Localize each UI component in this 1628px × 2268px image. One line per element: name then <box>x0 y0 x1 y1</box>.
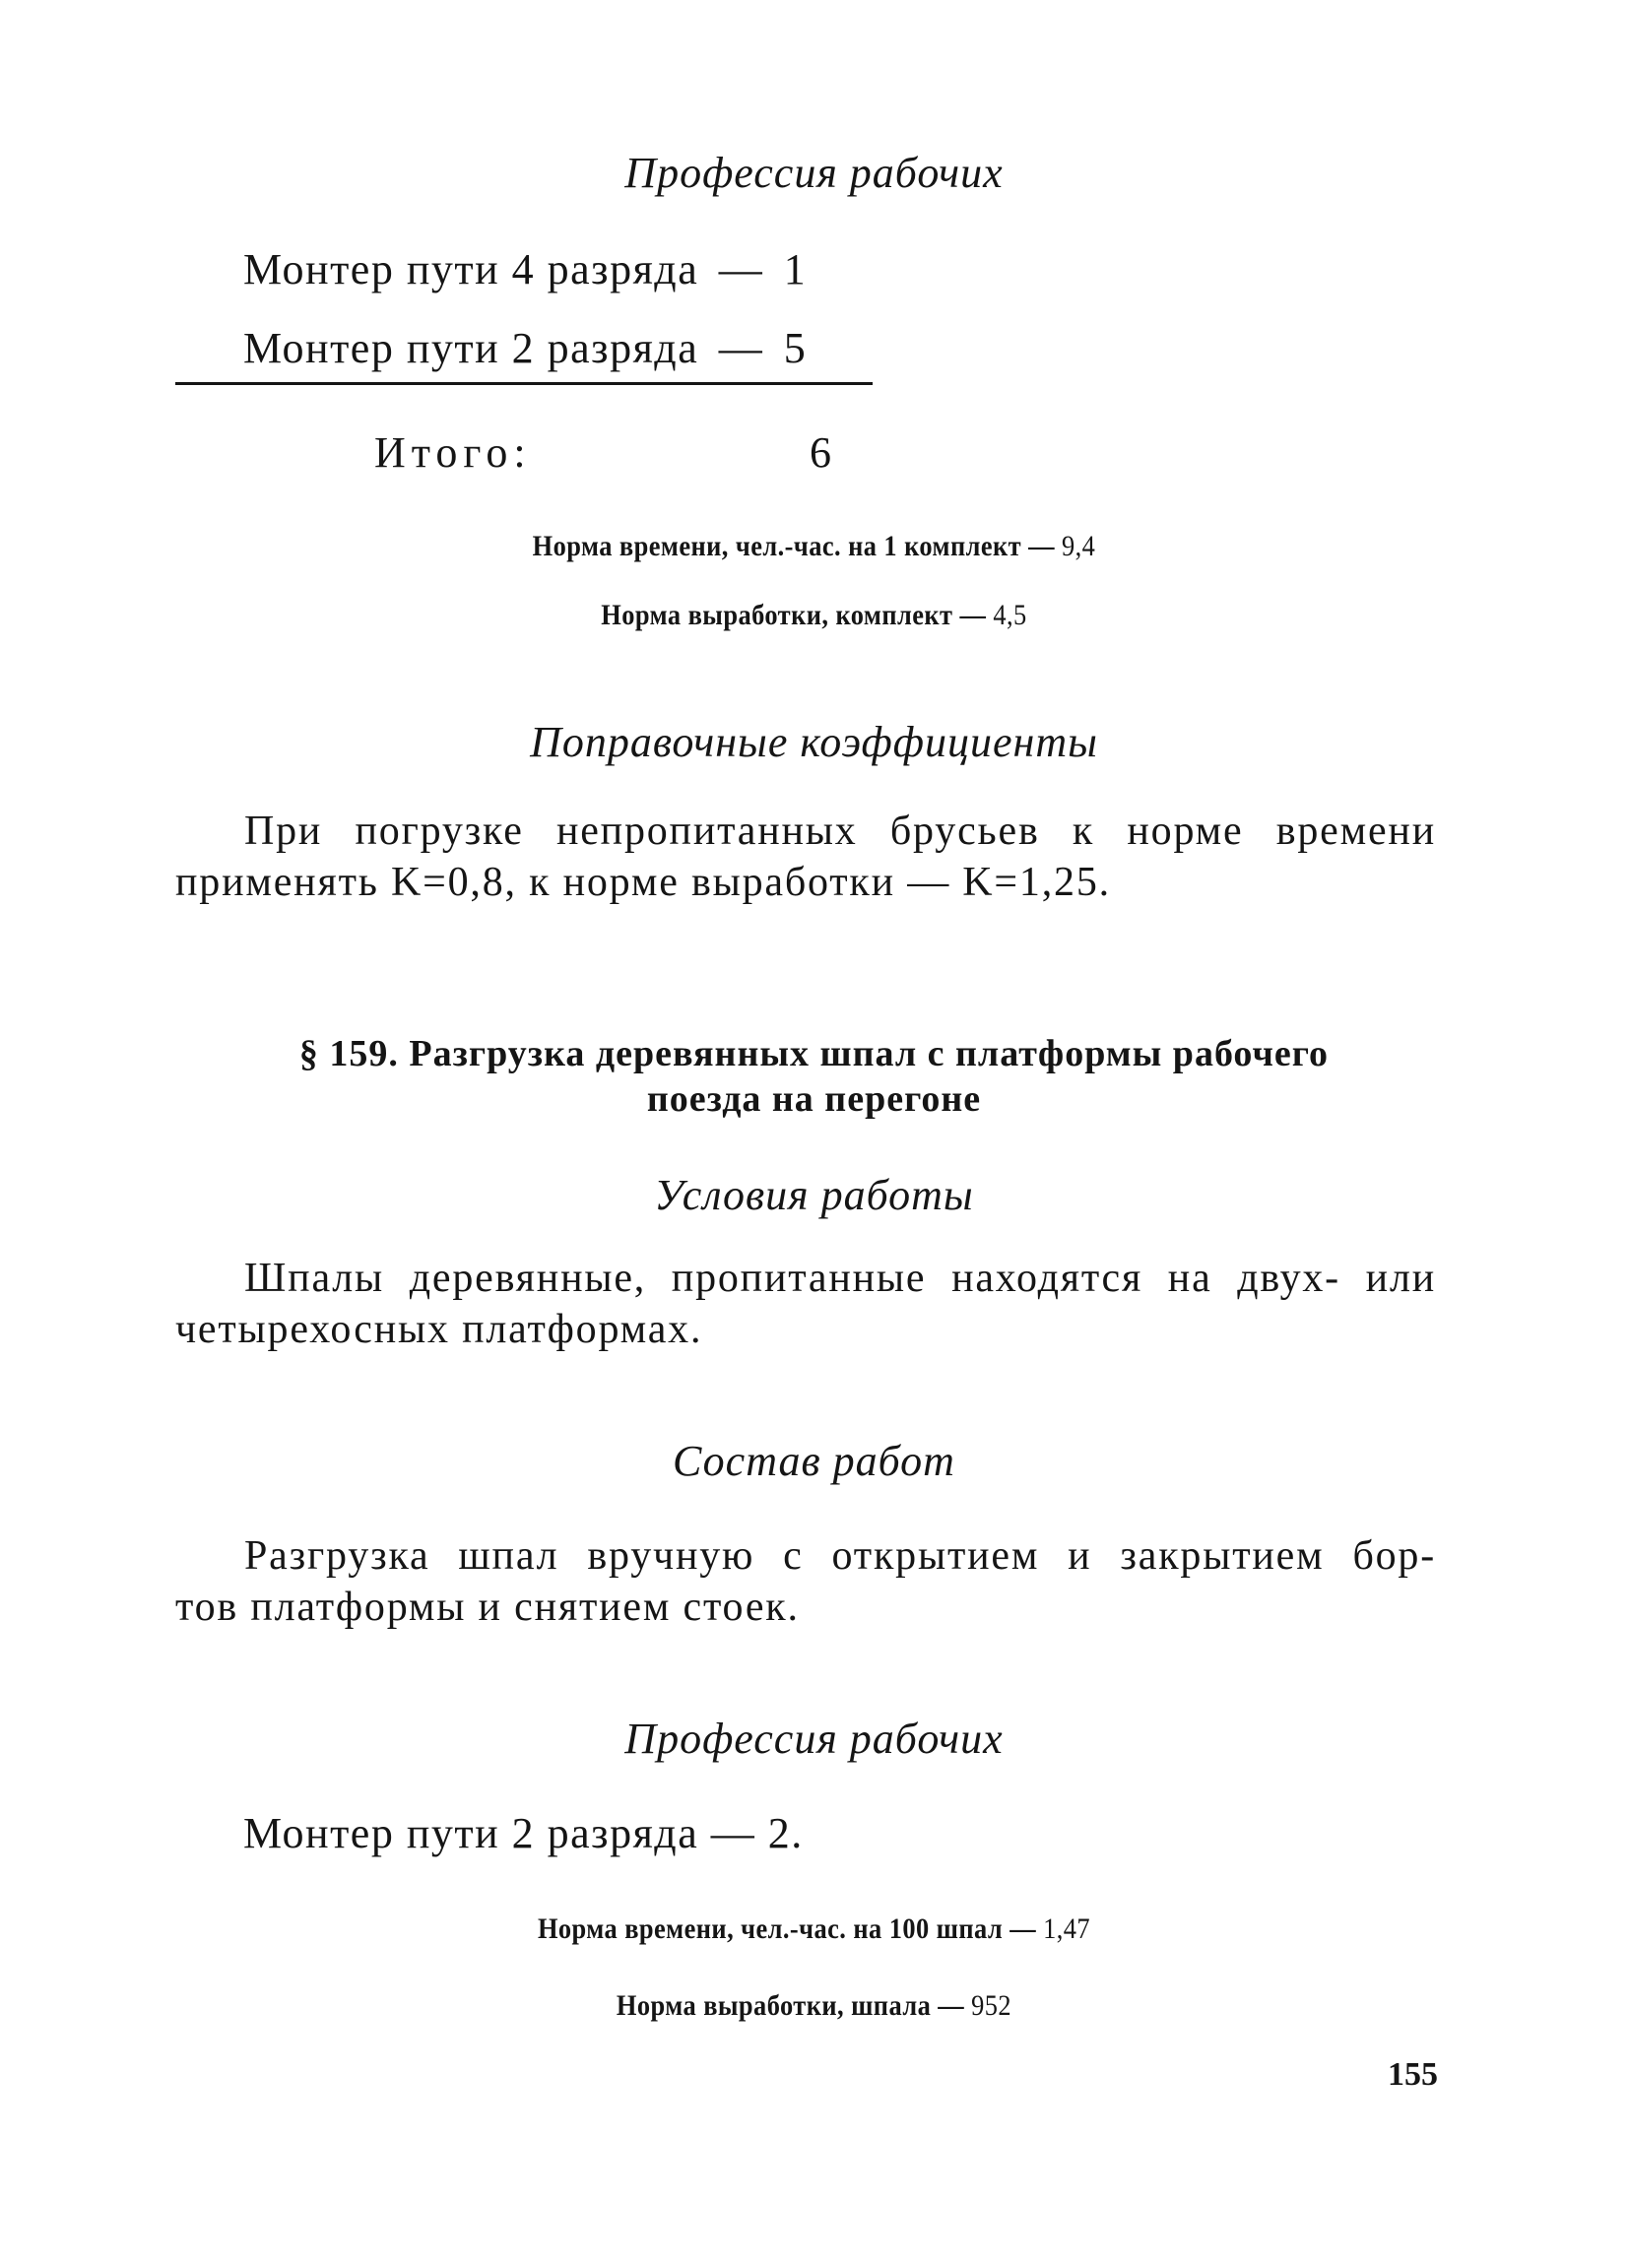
section-title-line-1: § 159. Разгрузка деревянных шпал с платформы рабочего <box>298 1033 1330 1074</box>
worker-name: Монтер пути 2 разряда <box>243 324 699 372</box>
section-title <box>0 1031 1628 1122</box>
norm-output-label: Норма выработки, комплект — <box>601 599 987 631</box>
conditions-heading: Условия работы <box>654 1171 974 1219</box>
page-number: 155 <box>1388 2056 1438 2093</box>
norm-time-value: 1,47 <box>1043 1912 1091 1945</box>
works-line-1: Разгрузка шпал вручную с открытием и закрытием бор- <box>244 1533 1436 1579</box>
worker-name: Монтер пути 4 разряда <box>243 245 699 293</box>
works-heading: Состав работ <box>673 1437 955 1485</box>
norm-time-1 <box>98 530 1530 563</box>
coefficients-paragraph <box>175 806 1436 908</box>
norm-output-value: 4,5 <box>993 599 1027 631</box>
conditions-paragraph <box>175 1253 1436 1355</box>
worker-dash: — <box>718 324 764 372</box>
total-value: 6 <box>810 428 833 477</box>
worker-row-3: Монтер пути 2 разряда — 2. <box>243 1809 804 1857</box>
norm-time-value: 9,4 <box>1062 530 1096 562</box>
norm-output-value: 952 <box>971 1989 1012 2022</box>
works-paragraph <box>175 1530 1436 1633</box>
norm-output-2 <box>98 1989 1530 2023</box>
total-label: Итого: <box>374 428 532 477</box>
profession-heading-1: Профессия рабочих <box>624 149 1004 197</box>
coefficients-line-1: При погрузке непропитанных брусьев к норме времени <box>244 809 1436 854</box>
norm-output-1 <box>98 599 1530 632</box>
norm-output-label: Норма выработки, шпала — <box>616 1989 965 2022</box>
coefficients-heading: Поправочные коэффициенты <box>530 718 1098 766</box>
norm-time-label: Норма времени, чел.-час. на 100 шпал — <box>537 1912 1037 1945</box>
works-line-2: тов платформы и снятием стоек. <box>175 1585 800 1630</box>
conditions-line-1: Шпалы деревянные, пропитанные находятся на двух- или <box>244 1256 1436 1301</box>
worker-count: 5 <box>783 324 808 372</box>
total-rule <box>175 382 873 385</box>
profession-heading-2: Профессия рабочих <box>624 1715 1004 1763</box>
conditions-line-2: четырехосных платформах. <box>175 1307 703 1352</box>
coefficients-line-2: применять K=0,8, к норме выработки — K=1,25. <box>175 860 1111 905</box>
worker-dash: — <box>718 245 764 293</box>
worker-row-1 <box>243 244 807 294</box>
section-title-line-2: поезда на перегоне <box>646 1078 982 1120</box>
worker-row-2 <box>243 323 807 373</box>
worker-count: 1 <box>783 245 808 293</box>
norm-time-2 <box>98 1912 1530 1946</box>
norm-time-label: Норма времени, чел.-час. на 1 комплект — <box>532 530 1055 562</box>
